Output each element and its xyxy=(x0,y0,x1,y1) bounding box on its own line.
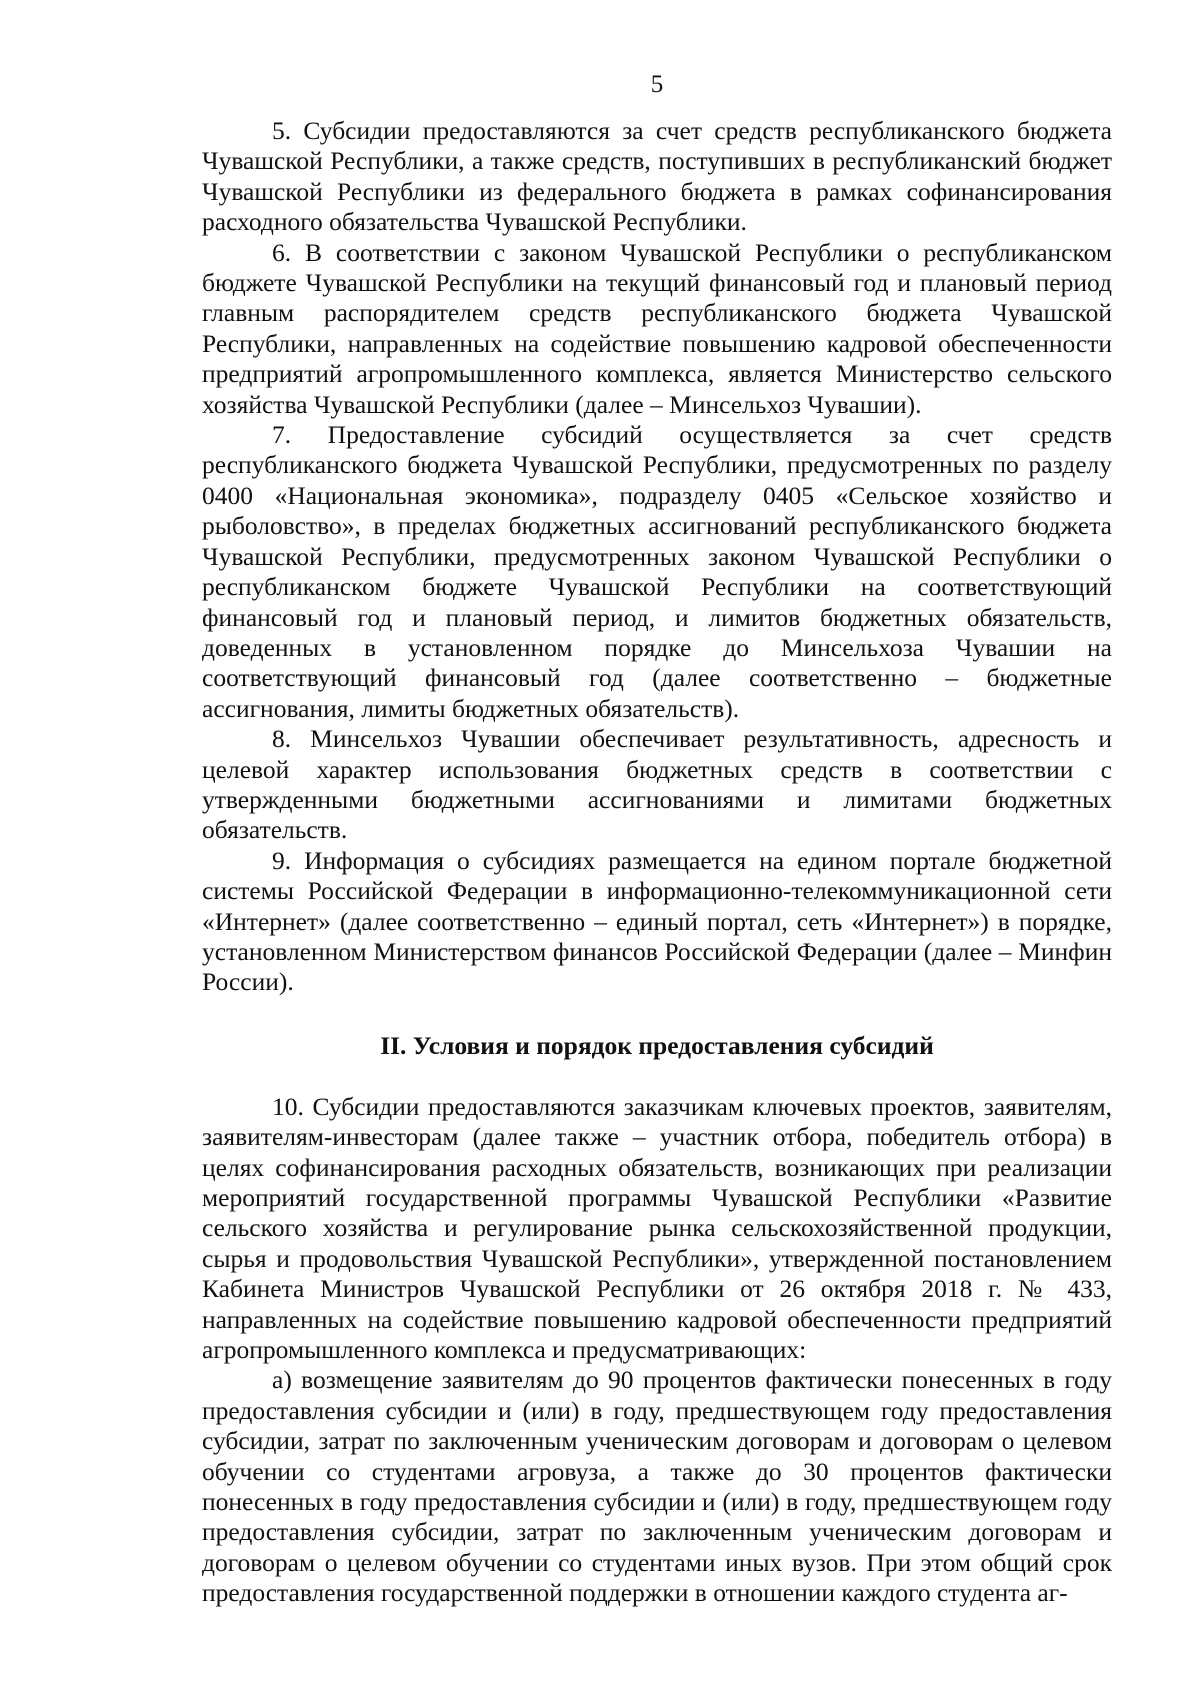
document-body xyxy=(202,116,1112,1609)
paragraph-7: 7. Предоставление субсидий осуществляется за счет средств республиканского бюджета Чувашской Республики, предусмотренных по разделу 0400 «Национальная экономика», подразделу 0405 «Сельское хозяйство и рыболовство», в пределах бюджетных ассигнований республиканского бюджета Чувашской Республики, предусмотренных законом Чувашской Республики о республиканском бюджете Чувашской Республики на соответствующий финансовый год и плановый период, и лимитов бюджетных обязательств, доведенных в установленном порядке до Минсельхоза Чувашии на соответствующий финансовый год (далее соответственно – бюджетные ассигнования, лимиты бюджетных обязательств). xyxy=(202,420,1112,723)
paragraph-9: 9. Информация о субсидиях размещается на едином портале бюджетной системы Российской Федерации в информационно-телекоммуникационной сети «Интернет» (далее соответственно – единый портал, сеть «Интернет») в порядке, установленном Министерством финансов Российской Федерации (далее – Минфин России). xyxy=(202,845,1112,997)
page-number: 5 xyxy=(650,71,664,98)
section-heading: II. Условия и порядок предоставления субсидий xyxy=(380,1030,934,1060)
paragraph-8: 8. Минсельхоз Чувашии обеспечивает результативность, адресность и целевой характер использования бюджетных средств в соответствии с утвержденными бюджетными ассигнованиями и лимитами бюджетных обязательств. xyxy=(202,724,1112,845)
paragraph-10a: а) возмещение заявителям до 90 процентов фактически понесенных в году предоставления субсидии и (или) в году, предшествующем году предоставления субсидии, затрат по заключенным ученическим договорам и договорам о целевом обучении со студентами агровуза, а также до 30 процентов фактически понесенных в году предоставления субсидии и (или) в году, предшествующем году предоставления субсидии, затрат по заключенным ученическим договорам и договорам о целевом обучении со студентами иных вузов. При этом общий срок предоставления государственной поддержки в отношении каждого студента аг- xyxy=(202,1365,1112,1608)
paragraph-5: 5. Субсидии предоставляются за счет средств республиканского бюджета Чувашской Республики, а также средств, поступивших в республиканский бюджет Чувашской Республики из федерального бюджета в рамках софинансирования расходного обязательства Чувашской Республики. xyxy=(202,116,1112,237)
paragraph-6: 6. В соответствии с законом Чувашской Республики о республиканском бюджете Чувашской Республики на текущий финансовый год и плановый период главным распорядителем средств республиканского бюджета Чувашской Республики, направленных на содействие повышению кадровой обеспеченности предприятий агропромышленного комплекса, является Министерство сельского хозяйства Чувашской Республики (далее – Минсельхоз Чувашии). xyxy=(202,237,1112,419)
paragraph-10: 10. Субсидии предоставляются заказчикам ключевых проектов, заявителям, заявителям-инвесторам (далее также – участник отбора, победитель отбора) в целях софинансирования расходных обязательств, возникающих при реализации мероприятий государственной программы Чувашской Республики «Развитие сельского хозяйства и регулирование рынка сельскохозяйственной продукции, сырья и продовольствия Чувашской Республики», утвержденной постановлением Кабинета Министров Чувашской Республики от 26 октября 2018 г. № 433, направленных на содействие повышению кадровой обеспеченности предприятий агропромышленного комплекса и предусматривающих: xyxy=(202,1091,1112,1365)
